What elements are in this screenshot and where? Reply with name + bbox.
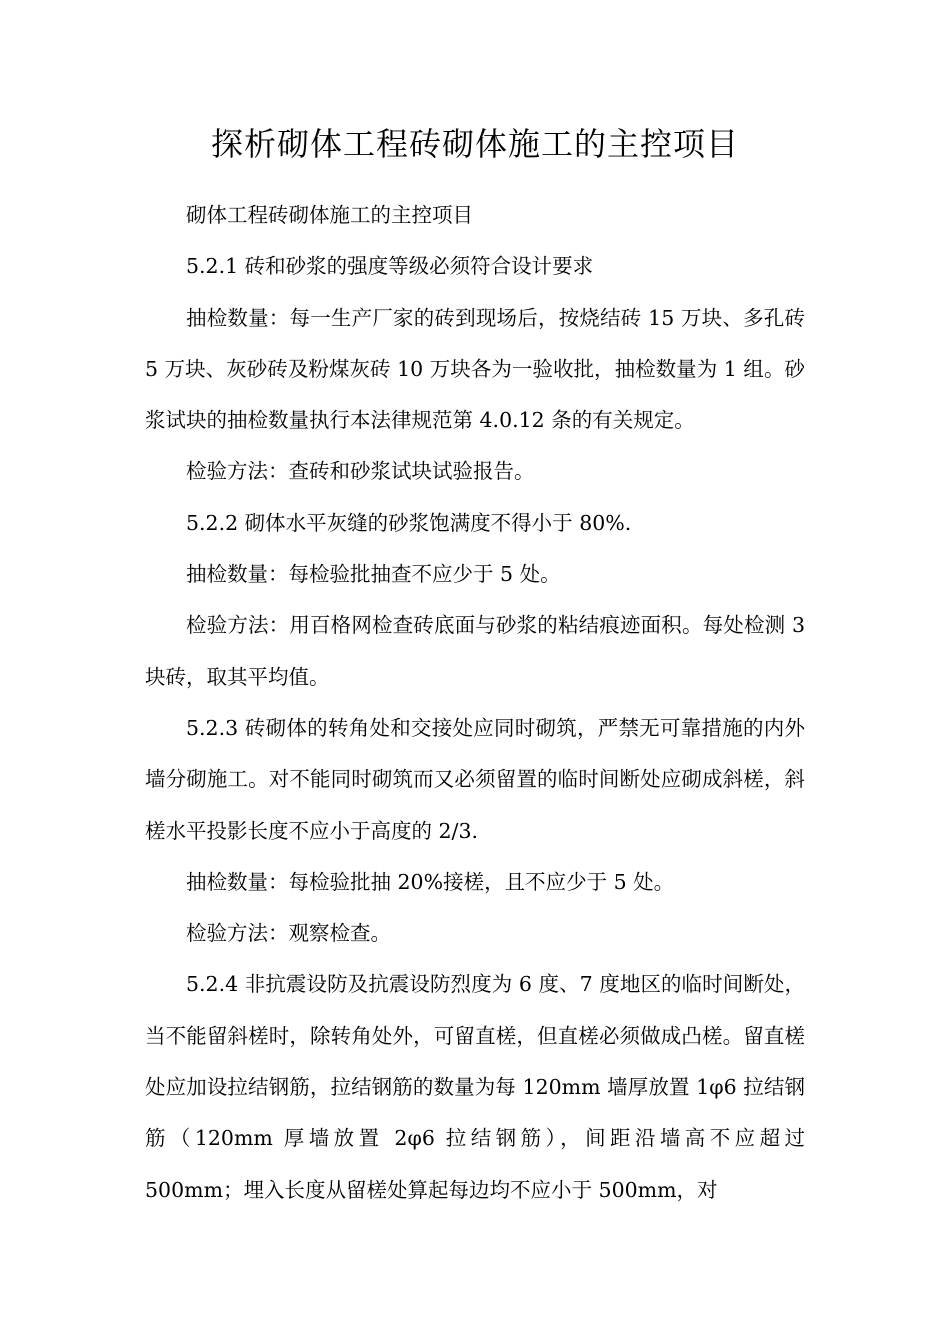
paragraph-heading: 砌体工程砖砌体施工的主控项目 <box>186 203 473 227</box>
document-title: 探析砌体工程砖砌体施工的主控项目 <box>210 125 739 163</box>
paragraph-5-2-3: 5.2.3 砖砌体的转角处和交接处应同时砌筑，严禁无可靠措施的内外墙分砌施工。对不能同时砌筑而又必须留置的临时间断处应砌成斜槎，斜槎水平投影长度不应小于高度的 2/3. <box>145 715 805 843</box>
paragraph-inspection-method: 检验方法：观察检查。 <box>186 921 391 946</box>
paragraph-inspection-method: 检验方法：用百格网检查砖底面与砂浆的粘结痕迹面积。每处检测 3 块砖，取其平均值。 <box>145 613 805 689</box>
paragraph-5-2-4: 5.2.4 非抗震设防及抗震设防烈度为 6 度、7 度地区的临时间断处，当不能留斜槎时，除转角处外，可留直槎，但直槎必须做成凸槎。留直槎处应加设拉结钢筋，拉结钢筋的数量为每 120mm 墙厚放置 1φ6 拉结钢筋（120mm 厚墙放置 2φ6 拉结钢筋），间距沿墙高不应超过 500mm；埋入长度从留槎处算起每边均不应小于 500mm，对 <box>145 972 805 1202</box>
paragraph-sampling-quantity: 抽检数量：每检验批抽查不应少于 5 处。 <box>186 562 561 587</box>
paragraph-5-2-2: 5.2.2 砌体水平灰缝的砂浆饱满度不得小于 80%. <box>186 510 632 535</box>
paragraph-inspection-method: 检验方法：查砖和砂浆试块试验报告。 <box>186 459 535 484</box>
document-body <box>145 190 805 1216</box>
paragraph-sampling-quantity: 抽检数量：每一生产厂家的砖到现场后，按烧结砖 15 万块、多孔砖 5 万块、灰砂砖及粉煤灰砖 10 万块各为一验收批，抽检数量为 1 组。砂浆试块的抽检数量执行本法律规范第 4.0.12 条的有关规定。 <box>145 305 805 433</box>
paragraph-5-2-1: 5.2.1 砖和砂浆的强度等级必须符合设计要求 <box>186 254 594 279</box>
paragraph-sampling-quantity: 抽检数量：每检验批抽 20%接槎，且不应少于 5 处。 <box>186 869 675 894</box>
